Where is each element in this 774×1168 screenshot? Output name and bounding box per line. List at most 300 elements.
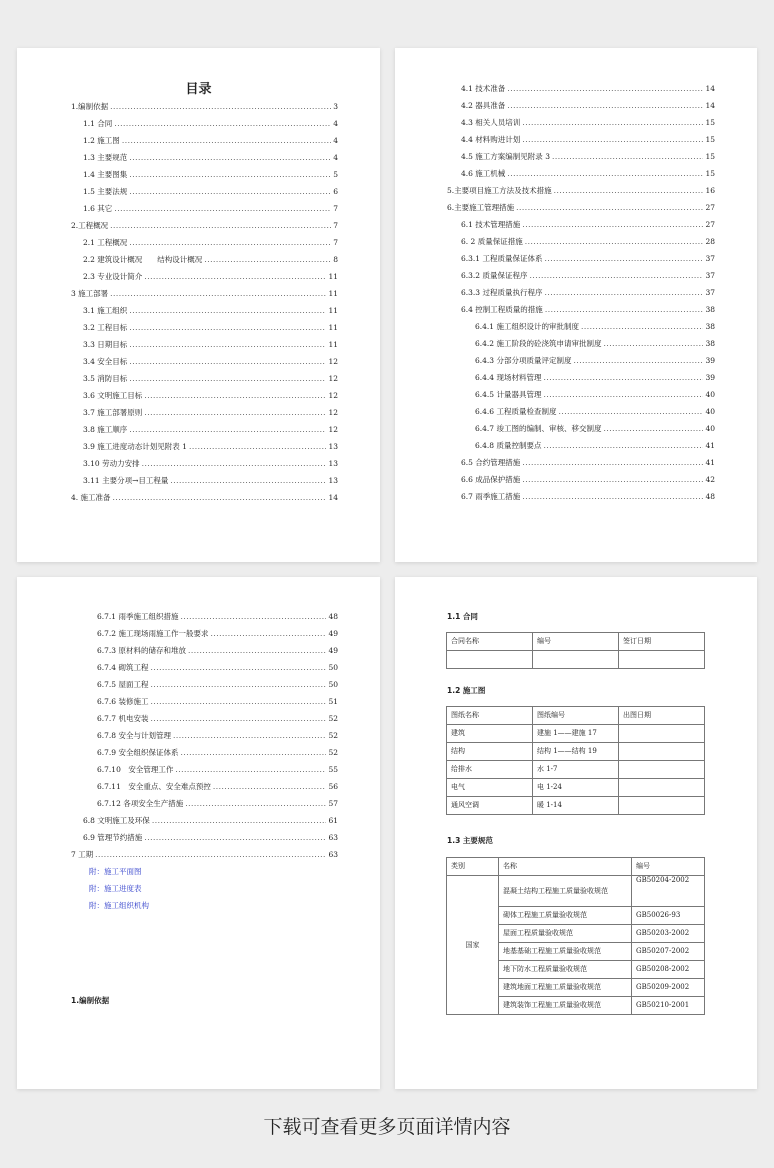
document-page-1 xyxy=(17,48,380,562)
toc-entry-title: 3.3 日期目标 xyxy=(83,340,128,349)
table-row xyxy=(447,725,705,743)
toc-entry xyxy=(461,84,715,94)
toc-leader-dots xyxy=(188,646,326,656)
table-cell xyxy=(619,761,705,779)
toc-entry-page: 3 xyxy=(333,102,338,111)
toc-entry-title: 3.7 施工部署原则 xyxy=(83,408,143,417)
toc-entry-page: 56 xyxy=(328,782,338,791)
toc-leader-dots xyxy=(170,476,326,486)
toc-entry xyxy=(461,458,715,468)
table-cell xyxy=(619,725,705,743)
toc-entry xyxy=(461,101,715,111)
toc-entry-title: 3 施工部署 xyxy=(71,289,109,298)
toc-entry-title: 6.3.2 质量保证程序 xyxy=(461,271,528,280)
toc-entry-page: 28 xyxy=(705,237,715,246)
toc-entry-page: 12 xyxy=(328,391,338,400)
toc-entry-page: 14 xyxy=(705,84,715,93)
toc-entry-page: 27 xyxy=(705,220,715,229)
toc-leader-dots xyxy=(210,629,326,639)
toc-entry-title: 6.4.2 施工阶段的砼浇筑申请审批制度 xyxy=(475,339,602,348)
toc-entry xyxy=(83,272,338,282)
toc-entry-title: 7 工期 xyxy=(71,850,94,859)
toc-title: 目录 xyxy=(185,82,212,97)
toc-entry-title: 3.11 主要分项→目工程量 xyxy=(83,476,169,485)
toc-entry xyxy=(475,356,715,366)
toc-leader-dots xyxy=(522,492,703,502)
toc-entry-title: 6.5 合约管理措施 xyxy=(461,458,521,467)
toc-entry-page: 51 xyxy=(328,697,338,706)
toc-entry xyxy=(83,306,338,316)
table-row xyxy=(447,876,705,907)
toc-leader-dots xyxy=(129,238,331,248)
toc-entry xyxy=(97,663,338,673)
toc-entry xyxy=(83,238,338,248)
toc-leader-dots xyxy=(180,748,326,758)
table-header-row xyxy=(447,707,705,725)
toc-entry-page: 16 xyxy=(705,186,715,195)
table-row xyxy=(447,797,705,815)
table-cell: 编号 xyxy=(533,633,619,651)
toc-leader-dots xyxy=(129,357,326,367)
toc-entry-title: 3.1 施工组织 xyxy=(83,306,128,315)
toc-entry-title: 4.3 相关人员培训 xyxy=(461,118,521,127)
toc-leader-dots xyxy=(110,102,331,112)
toc-entry xyxy=(71,289,338,299)
toc-entry xyxy=(97,714,338,724)
toc-entry-page: 12 xyxy=(328,357,338,366)
toc-entry-page: 38 xyxy=(705,339,715,348)
toc-leader-dots xyxy=(552,152,703,162)
toc-leader-dots xyxy=(544,288,703,298)
toc-entry xyxy=(97,782,338,792)
toc-entry-page: 11 xyxy=(328,306,338,315)
toc-entry-page: 11 xyxy=(328,272,338,281)
toc-leader-dots xyxy=(581,322,703,332)
table-cell: 合同名称 xyxy=(447,633,533,651)
toc-entry xyxy=(83,374,338,384)
toc-entry-page: 4 xyxy=(333,153,338,162)
toc-entry xyxy=(461,288,715,298)
toc-entry-title: 2.1 工程概况 xyxy=(83,238,128,247)
table-header-cell: 名称 xyxy=(499,858,632,876)
toc-leader-dots xyxy=(522,118,703,128)
document-page-2 xyxy=(395,48,757,562)
section-heading: 1.编制依据 xyxy=(71,996,110,1005)
toc-entry-title: 2.2 建筑设计概况 结构设计概况 xyxy=(83,255,203,264)
document-page-3 xyxy=(17,577,380,1089)
toc-leader-dots xyxy=(144,833,326,843)
table-cell: 电 1-24 xyxy=(533,779,619,797)
toc-entry-title: 6.7.4 砌筑工程 xyxy=(97,663,149,672)
toc-leader-dots xyxy=(522,135,703,145)
table-cell: 签订日期 xyxy=(619,633,705,651)
toc-leader-dots xyxy=(507,84,703,94)
toc-leader-dots xyxy=(189,442,326,452)
table-header-row xyxy=(447,633,705,651)
toc-entry-page: 8 xyxy=(333,255,338,264)
toc-entry xyxy=(83,357,338,367)
toc-entry xyxy=(83,255,338,265)
toc-entry-title: 6.4.3 分部分项质量评定制度 xyxy=(475,356,572,365)
toc-entry-title: 1.4 主要图集 xyxy=(83,170,128,179)
toc-entry-title: 1.3 主要规范 xyxy=(83,153,128,162)
toc-entry xyxy=(97,748,338,758)
toc-entry-title: 1.2 施工图 xyxy=(83,136,120,145)
toc-entry xyxy=(83,476,338,486)
toc-leader-dots xyxy=(142,459,327,469)
toc-entry-page: 52 xyxy=(328,714,338,723)
toc-leader-dots xyxy=(122,136,331,146)
toc-entry-page: 15 xyxy=(705,135,715,144)
toc-leader-dots xyxy=(522,475,703,485)
spec-code-cell: GB50208-2002 xyxy=(632,961,705,979)
table-cell xyxy=(619,743,705,761)
toc-entry-title: 6.4.4 现场材料管理 xyxy=(475,373,542,382)
toc-entry xyxy=(83,136,338,146)
toc-entry-title: 6.7.3 原材料的储存和堆放 xyxy=(97,646,186,655)
toc-entry-page: 48 xyxy=(705,492,715,501)
spec-name-cell: 地下防水工程质量验收规范 xyxy=(499,961,632,979)
toc-entry xyxy=(71,102,338,112)
toc-entry-page: 14 xyxy=(328,493,338,502)
toc-entry-page: 42 xyxy=(705,475,715,484)
toc-entry-title: 附：施工平面图 xyxy=(89,867,142,876)
toc-entry-title: 3.5 消防目标 xyxy=(83,374,128,383)
toc-entry-page: 49 xyxy=(328,646,338,655)
toc-entry-title: 6.4.1 施工组织设计的审批制度 xyxy=(475,322,579,331)
toc-entry xyxy=(461,237,715,247)
toc-entry-title: 6.7.1 雨季施工组织措施 xyxy=(97,612,179,621)
toc-entry-title: 6.4.7 竣工图的编制、审核、移交制度 xyxy=(475,424,602,433)
table-row xyxy=(447,761,705,779)
toc-entry-page: 37 xyxy=(705,271,715,280)
table-cell: 水 1-7 xyxy=(533,761,619,779)
toc-entry xyxy=(461,220,715,230)
toc-entry-page: 63 xyxy=(328,833,338,842)
toc-entry-page: 15 xyxy=(705,152,715,161)
toc-leader-dots xyxy=(516,203,703,213)
toc-leader-dots xyxy=(144,391,326,401)
toc-entry-title: 6.7 雨季施工措施 xyxy=(461,492,521,501)
toc-entry xyxy=(447,203,715,213)
toc-leader-dots xyxy=(525,237,704,247)
toc-entry-page: 52 xyxy=(328,731,338,740)
toc-entry-title: 6.7.6 装修施工 xyxy=(97,697,149,706)
toc-entry-page: 41 xyxy=(705,441,715,450)
table-cell: 图纸名称 xyxy=(447,707,533,725)
toc-leader-dots xyxy=(129,340,326,350)
toc-entry-title: 3.2 工程目标 xyxy=(83,323,128,332)
toc-entry-page: 7 xyxy=(333,238,338,247)
toc-entry xyxy=(83,408,338,418)
appendix-link[interactable] xyxy=(89,901,338,911)
toc-entry xyxy=(83,153,338,163)
table-header-row xyxy=(447,858,705,876)
toc-leader-dots xyxy=(603,339,703,349)
toc-leader-dots xyxy=(204,255,331,265)
table-cell: 暖 1-14 xyxy=(533,797,619,815)
toc-entry-page: 13 xyxy=(328,476,338,485)
toc-leader-dots xyxy=(175,765,326,775)
table-row xyxy=(447,743,705,761)
toc-entry-title: 4.6 施工机械 xyxy=(461,169,506,178)
toc-entry xyxy=(83,119,338,129)
toc-entry xyxy=(461,118,715,128)
toc-leader-dots xyxy=(554,186,704,196)
toc-entry-title: 3.9 施工进度动态计划见附表 1 xyxy=(83,442,187,451)
toc-entry xyxy=(475,441,715,451)
table-cell xyxy=(447,651,533,669)
toc-entry xyxy=(97,629,338,639)
toc-entry-page: 61 xyxy=(328,816,338,825)
toc-entry-page: 52 xyxy=(328,748,338,757)
toc-entry xyxy=(83,323,338,333)
table-cell: 图纸编号 xyxy=(533,707,619,725)
spec-code-cell: GB50204-2002 xyxy=(632,876,705,907)
toc-leader-dots xyxy=(185,799,326,809)
toc-entry-title: 4.5 施工方案编制见附录 3 xyxy=(461,152,550,161)
toc-entry xyxy=(461,254,715,264)
toc-entry-page: 4 xyxy=(333,136,338,145)
toc-entry-title: 6.主要施工管理措施 xyxy=(447,203,515,212)
toc-entry-title: 3.4 安全目标 xyxy=(83,357,128,366)
toc-entry-page: 15 xyxy=(705,118,715,127)
toc-entry-title: 1.6 其它 xyxy=(83,204,113,213)
toc-entry xyxy=(83,187,338,197)
toc-entry-title: 6.6 成品保护措施 xyxy=(461,475,521,484)
table-cell xyxy=(619,797,705,815)
toc-entry-title: 4.2 器具准备 xyxy=(461,101,506,110)
table-cell: 结构 xyxy=(447,743,533,761)
toc-entry xyxy=(461,492,715,502)
toc-leader-dots xyxy=(129,425,326,435)
toc-entry-page: 15 xyxy=(705,169,715,178)
toc-entry-page: 14 xyxy=(705,101,715,110)
toc-entry-title: 6. 2 质量保证措施 xyxy=(461,237,523,246)
toc-leader-dots xyxy=(543,373,703,383)
toc-entry xyxy=(83,833,338,843)
toc-entry xyxy=(71,221,338,231)
toc-leader-dots xyxy=(150,714,326,724)
toc-leader-dots xyxy=(114,119,331,129)
table-cell: 出图日期 xyxy=(619,707,705,725)
toc-entry-title: 3.6 文明施工目标 xyxy=(83,391,143,400)
toc-entry-page: 12 xyxy=(328,408,338,417)
toc-entry-title: 1.5 主要法规 xyxy=(83,187,128,196)
toc-entry xyxy=(83,816,338,826)
toc-entry-page: 57 xyxy=(328,799,338,808)
toc-leader-dots xyxy=(507,169,703,179)
table-cell xyxy=(619,779,705,797)
spec-code-cell: GB50026-93 xyxy=(632,907,705,925)
table-cell xyxy=(619,651,705,669)
toc-entry-page: 12 xyxy=(328,374,338,383)
toc-entry-title: 6.3.3 过程质量执行程序 xyxy=(461,288,543,297)
toc-entry-page: 11 xyxy=(328,323,338,332)
toc-entry-page: 48 xyxy=(328,612,338,621)
toc-entry-page: 27 xyxy=(705,203,715,212)
toc-entry xyxy=(461,135,715,145)
toc-entry-title: 1.编制依据 xyxy=(71,102,109,111)
toc-entry-page: 50 xyxy=(328,680,338,689)
toc-entry xyxy=(83,204,338,214)
toc-entry-page: 39 xyxy=(705,373,715,382)
toc-entry-page: 55 xyxy=(328,765,338,774)
toc-entry-page: 38 xyxy=(705,322,715,331)
toc-leader-dots xyxy=(543,441,703,451)
toc-leader-dots xyxy=(129,170,331,180)
table-cell: 电气 xyxy=(447,779,533,797)
toc-leader-dots xyxy=(150,680,326,690)
toc-leader-dots xyxy=(113,493,327,503)
toc-leader-dots xyxy=(129,306,326,316)
section-heading-drawings: 1.2 施工图 xyxy=(447,686,486,695)
toc-entry-page: 13 xyxy=(328,459,338,468)
toc-entry-title: 附：施工组织机构 xyxy=(89,901,149,910)
toc-entry-page: 13 xyxy=(328,442,338,451)
spec-name-cell: 屋面工程质量验收规范 xyxy=(499,925,632,943)
spec-name-cell: 砌体工程施工质量验收规范 xyxy=(499,907,632,925)
toc-entry-title: 1.1 合同 xyxy=(83,119,113,128)
toc-leader-dots xyxy=(150,663,326,673)
toc-entry-title: 2.3 专业设计简介 xyxy=(83,272,143,281)
section-heading-contract: 1.1 合同 xyxy=(447,612,478,621)
toc-entry-title: 6.3.1 工程质量保证体系 xyxy=(461,254,543,263)
toc-entry xyxy=(83,442,338,452)
toc-leader-dots xyxy=(529,271,703,281)
toc-entry-title: 6.9 管理节约措施 xyxy=(83,833,143,842)
spec-name-cell: 建筑装饰工程施工质量验收规范 xyxy=(499,997,632,1015)
toc-entry-title: 6.7.7 机电安装 xyxy=(97,714,149,723)
toc-entry-title: 6.7.10 安全管理工作 xyxy=(97,765,174,774)
toc-entry xyxy=(461,271,715,281)
table-cell: 给排水 xyxy=(447,761,533,779)
toc-entry xyxy=(475,407,715,417)
toc-entry-title: 6.4 控制工程质量的措施 xyxy=(461,305,543,314)
toc-leader-dots xyxy=(129,323,326,333)
toc-entry-page: 37 xyxy=(705,254,715,263)
toc-entry-title: 4.4 材料购进计划 xyxy=(461,135,521,144)
table-row xyxy=(447,651,705,669)
toc-entry xyxy=(97,765,338,775)
toc-leader-dots xyxy=(95,850,326,860)
toc-leader-dots xyxy=(129,153,331,163)
toc-entry-title: 6.4.5 计量器具管理 xyxy=(475,390,542,399)
toc-leader-dots xyxy=(129,187,331,197)
toc-leader-dots xyxy=(522,458,703,468)
appendix-link[interactable] xyxy=(89,884,338,894)
toc-entry-page: 11 xyxy=(328,340,338,349)
spec-name-cell: 建筑地面工程施工质量验收规范 xyxy=(499,979,632,997)
toc-entry-page: 41 xyxy=(705,458,715,467)
toc-entry-title: 6.8 文明施工及环保 xyxy=(83,816,150,825)
toc-entry-page: 7 xyxy=(333,204,338,213)
toc-entry-page: 40 xyxy=(705,390,715,399)
toc-entry-title: 附：施工进度表 xyxy=(89,884,142,893)
toc-entry xyxy=(71,850,338,860)
toc-leader-dots xyxy=(152,816,327,826)
document-page-4 xyxy=(395,577,757,1089)
toc-leader-dots xyxy=(110,221,331,231)
toc-entry-title: 4.1 技术准备 xyxy=(461,84,506,93)
toc-entry xyxy=(83,425,338,435)
spec-code-cell: GB50203-2002 xyxy=(632,925,705,943)
appendix-link[interactable] xyxy=(89,867,338,877)
toc-entry-title: 6.1 技术管理措施 xyxy=(461,220,521,229)
toc-entry xyxy=(97,697,338,707)
toc-entry xyxy=(83,170,338,180)
toc-entry-page: 50 xyxy=(328,663,338,672)
toc-leader-dots xyxy=(173,731,326,741)
toc-entry-page: 5 xyxy=(333,170,338,179)
toc-entry-page: 49 xyxy=(328,629,338,638)
toc-leader-dots xyxy=(110,289,326,299)
toc-entry-title: 6.7.2 施工现场雨施工作一般要求 xyxy=(97,629,209,638)
toc-leader-dots xyxy=(144,272,326,282)
toc-entry-title: 6.7.5 屋面工程 xyxy=(97,680,149,689)
toc-entry-page: 40 xyxy=(705,407,715,416)
toc-entry xyxy=(97,612,338,622)
toc-entry xyxy=(475,322,715,332)
toc-entry xyxy=(461,475,715,485)
toc-entry-title: 5.主要项目施工方法及技术措施 xyxy=(447,186,552,195)
download-prompt: 下载可查看更多页面详情内容 xyxy=(263,1116,511,1138)
toc-entry-page: 37 xyxy=(705,288,715,297)
toc-entry xyxy=(475,339,715,349)
toc-entry-page: 12 xyxy=(328,425,338,434)
spec-code-cell: GB50209-2002 xyxy=(632,979,705,997)
spec-table xyxy=(446,857,705,1015)
toc-entry-page: 40 xyxy=(705,424,715,433)
toc-entry-page: 11 xyxy=(328,289,338,298)
table-cell: 结构 1——结构 19 xyxy=(533,743,619,761)
toc-entry-title: 6.4.6 工程质量检查制度 xyxy=(475,407,557,416)
toc-entry xyxy=(97,646,338,656)
toc-entry-page: 6 xyxy=(333,187,338,196)
toc-entry xyxy=(97,731,338,741)
section-heading-specs: 1.3 主要规范 xyxy=(447,836,493,845)
toc-leader-dots xyxy=(603,424,703,434)
toc-entry xyxy=(447,186,715,196)
toc-entry xyxy=(475,390,715,400)
toc-entry xyxy=(475,373,715,383)
spec-name-cell: 混凝土结构工程施工质量验收规范 xyxy=(499,876,632,907)
category-cell: 国家 xyxy=(447,876,499,1015)
toc-leader-dots xyxy=(507,101,703,111)
toc-entry-page: 4 xyxy=(333,119,338,128)
toc-entry xyxy=(71,493,338,503)
toc-entry xyxy=(475,424,715,434)
toc-leader-dots xyxy=(144,408,326,418)
toc-leader-dots xyxy=(129,374,326,384)
toc-entry xyxy=(83,459,338,469)
spec-name-cell: 地基基础工程施工质量验收规范 xyxy=(499,943,632,961)
toc-entry-title: 2.工程概况 xyxy=(71,221,109,230)
toc-entry xyxy=(97,680,338,690)
toc-leader-dots xyxy=(573,356,703,366)
toc-leader-dots xyxy=(543,390,703,400)
toc-entry xyxy=(83,340,338,350)
table-cell: 建筑 xyxy=(447,725,533,743)
toc-leader-dots xyxy=(544,254,703,264)
toc-leader-dots xyxy=(558,407,703,417)
toc-entry xyxy=(461,305,715,315)
toc-entry-page: 39 xyxy=(705,356,715,365)
toc-entry-page: 38 xyxy=(705,305,715,314)
toc-entry-title: 3.10 劳动力安排 xyxy=(83,459,140,468)
toc-entry xyxy=(97,799,338,809)
drawing-table xyxy=(446,706,705,815)
